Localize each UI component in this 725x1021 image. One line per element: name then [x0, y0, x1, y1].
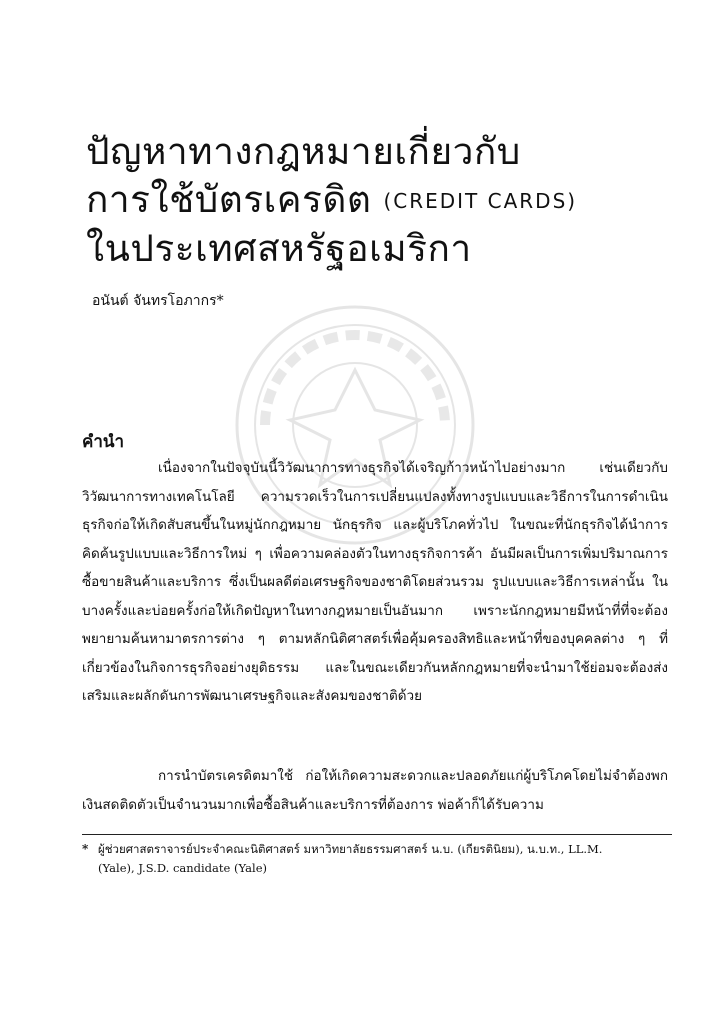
article-title: [86, 128, 686, 273]
author-name: อนันต์ จันทรโอภากร*: [92, 293, 224, 309]
title-line-2: [86, 176, 686, 225]
title-line-2-thai: การใช้บัตรเครดิต: [86, 178, 372, 221]
footnote-line-2: (Yale), J.S.D. candidate (Yale): [98, 861, 267, 875]
footnote-line-1: ผู้ช่วยศาสตราจารย์ประจำคณะนิติศาสตร์ มหาวิทยาลัยธรรมศาสตร์ น.บ. (เกียรตินิยม), น.บ.ท., LL.M.: [98, 842, 603, 856]
body-paragraph-1: เนื่องจากในปัจจุบันนี้วิวัฒนาการทางธุรกิจได้เจริญก้าวหน้าไปอย่างมาก เช่นเดียวกับวิวัฒนาการทางเทคโนโลยี ความรวดเร็วในการเปลี่ยนแปลงทั้งทางรูปแบบและวิธีการในการดำเนินธุรกิจก่อให้เกิดสับสนขึ้นในหมู่นักกฎหมาย นักธุรกิจ และผู้บริโภคทั่วไป ในขณะที่นักธุรกิจได้นำการคิดค้นรูปแบบและวิธีการใหม่ ๆ เพื่อความคล่องตัวในทางธุรกิจการค้า อันมีผลเป็นการเพิ่มปริมาณการซื้อขายสินค้าและบริการ ซึ่งเป็นผลดีต่อเศรษฐกิจของชาติโดยส่วนรวม รูปแบบและวิธีการเหล่านั้น ในบางครั้งและบ่อยครั้งก่อให้เกิดปัญหาในทางกฎหมายเป็นอันมาก เพราะนักกฎหมายมีหน้าที่ที่จะต้องพยายามค้นหามาตรการต่าง ๆ ตามหลักนิติศาสตร์เพื่อคุ้มครองสิทธิและหน้าที่ของบุคคลต่าง ๆ ที่เกี่ยวข้องในกิจการธุรกิจอย่างยุติธรรม และในขณะเดียวกันหลักกฎหมายที่จะนำมาใช้ย่อมจะต้องส่งเสริมและผลักดันการพัฒนาเศรษฐกิจและสังคมของชาติด้วย: [82, 460, 668, 704]
section-heading: คำนำ: [82, 432, 125, 452]
title-line-3: ในประเทศสหรัฐอเมริกา: [86, 227, 472, 270]
footnote-mark: *: [82, 842, 89, 856]
footnote-divider: [82, 834, 672, 835]
footnote: [82, 840, 674, 878]
title-line-1: ปัญหาทางกฎหมายเกี่ยวกับ: [86, 130, 521, 173]
body-paragraph-2: การนำบัตรเครดิตมาใช้ ก่อให้เกิดความสะดวกและปลอดภัยแก่ผู้บริโภคโดยไม่จำต้องพกเงินสดติดตัวเป็นจำนวนมากเพื่อซื้อสินค้าและบริการที่ต้องการ พ่อค้าก็ได้รับความ: [82, 768, 668, 813]
title-line-2-latin: (CREDIT CARDS): [383, 189, 578, 213]
